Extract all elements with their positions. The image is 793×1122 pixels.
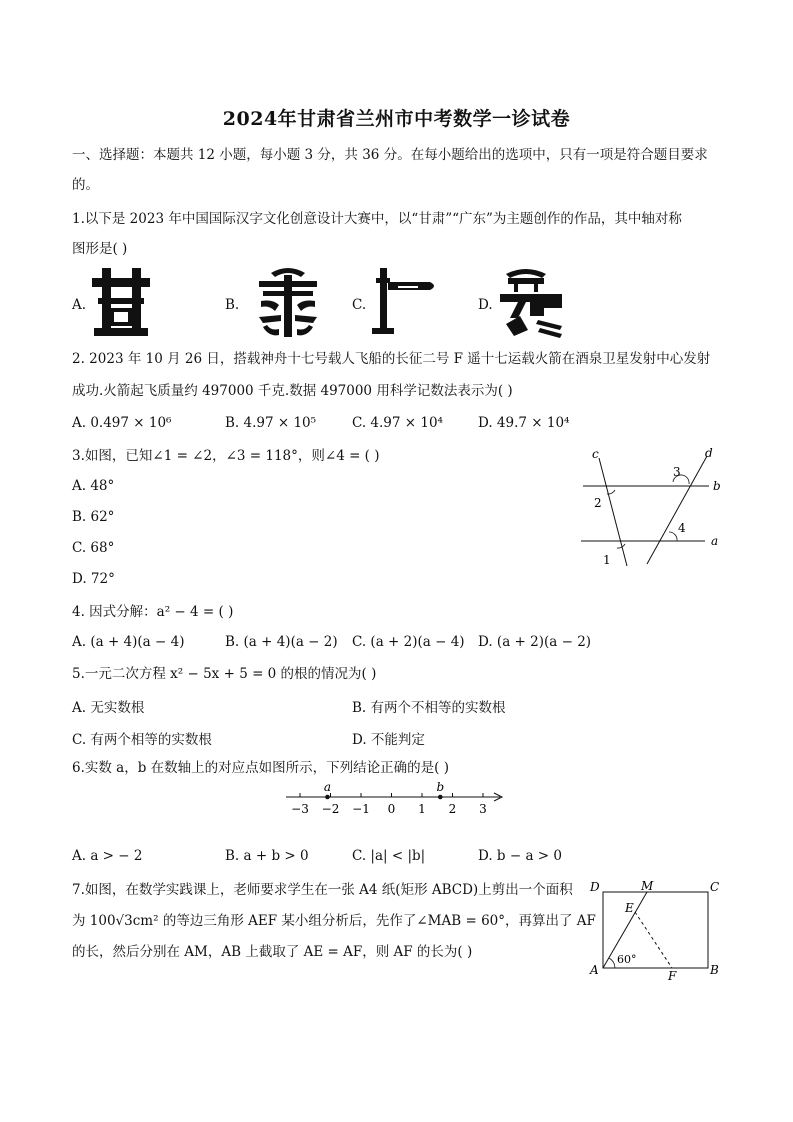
q4-option-d: D. (a + 2)(a − 2) — [478, 634, 592, 650]
gansu-gan-logo-image — [88, 268, 154, 338]
section-instructions-line1: 一、选择题：本题共 12 小题，每小题 3 分，共 36 分。在每小题给出的选项中，只有一项是符合题目要求 — [72, 147, 708, 163]
q3-option-d: D. 72° — [72, 571, 115, 587]
q2-option-b: B. 4.97 × 10⁵ — [225, 415, 317, 431]
q4-option-c: C. (a + 2)(a − 4) — [352, 634, 465, 650]
label-angle-3: 3 — [673, 465, 681, 479]
q2-stem-line2: 成功.火箭起飞质量约 497000 千克.数据 497000 用科学记数法表示为( ) — [72, 383, 513, 399]
point-b-dot — [438, 795, 443, 800]
number-line-tick-label: 3 — [479, 802, 487, 816]
label-C: C — [710, 880, 720, 894]
q1-option-b: B. — [225, 297, 240, 313]
q7-stem-line3: 的长，然后分别在 AM，AB 上截取了 AE = AF，则 AF 的长为( ) — [72, 944, 473, 960]
q3-parallel-lines-figure — [575, 440, 725, 572]
q2-option-a: A. 0.497 × 10⁶ — [72, 415, 172, 431]
label-M: M — [641, 879, 654, 893]
q1-stem-line1: 1.以下是 2023 年中国国际汉字文化创意设计大赛中，以“甘肃”“广东”为主题创作的作品，其中轴对称 — [72, 211, 682, 227]
q5-option-d: D. 不能判定 — [352, 732, 425, 748]
q6-option-d: D. b − a > 0 — [478, 848, 562, 864]
q3-option-a: A. 48° — [72, 478, 115, 494]
q4-stem: 4. 因式分解：a² − 4 = ( ) — [72, 604, 234, 620]
number-line-tick-label: 1 — [418, 802, 426, 816]
q1-option-d: D. — [478, 297, 493, 313]
q3-option-b: B. 62° — [72, 509, 115, 525]
label-angle-60: 60° — [617, 953, 637, 966]
q2-option-c: C. 4.97 × 10⁴ — [352, 415, 443, 431]
q6-number-line-figure — [282, 778, 507, 818]
guangdong-guang-logo-image — [372, 268, 442, 338]
number-line-tick-label: 0 — [387, 802, 396, 816]
q1-option-c: C. — [352, 297, 367, 313]
q6-option-b: B. a + b > 0 — [225, 848, 309, 864]
page-title: 2024年甘肃省兰州市中考数学一诊试卷 — [222, 108, 571, 130]
q5-stem: 5.一元二次方程 x² − 5x + 5 = 0 的根的情况为( ) — [72, 666, 377, 682]
label-angle-1: 1 — [603, 553, 611, 567]
section-instructions-line2: 的。 — [72, 177, 99, 193]
q1-stem-line2: 图形是( ) — [72, 241, 128, 257]
label-E: E — [625, 901, 634, 915]
number-line-tick-label: −2 — [321, 802, 340, 816]
guangdong-dong-logo-image — [496, 266, 566, 338]
angle-60-arc — [609, 958, 615, 968]
point-b-label: b — [436, 780, 445, 794]
q4-option-a: A. (a + 4)(a − 4) — [72, 634, 185, 650]
q2-option-d: D. 49.7 × 10⁴ — [478, 415, 570, 431]
label-angle-2: 2 — [594, 496, 602, 510]
label-a: a — [711, 534, 719, 548]
q7-stem-line1: 7.如图，在数学实践课上，老师要求学生在一张 A4 纸(矩形 ABCD)上剪出一个面积 — [72, 882, 573, 898]
q6-option-a: A. a > − 2 — [72, 848, 143, 864]
line-c — [599, 458, 627, 566]
label-d: d — [705, 446, 713, 460]
label-F: F — [668, 969, 677, 983]
q5-option-a: A. 无实数根 — [72, 700, 145, 716]
label-B: B — [710, 963, 719, 977]
q6-stem: 6.实数 a，b 在数轴上的对应点如图所示，下列结论正确的是( ) — [72, 760, 449, 776]
q3-stem: 3.如图，已知∠1 = ∠2，∠3 = 118°，则∠4 = ( ) — [72, 448, 380, 464]
q4-option-b: B. (a + 4)(a − 2) — [225, 634, 338, 650]
label-A: A — [590, 963, 599, 977]
label-c: c — [592, 447, 599, 461]
label-angle-4: 4 — [678, 521, 686, 535]
number-line-tick-label: −1 — [352, 802, 370, 816]
point-a-dot — [325, 795, 330, 800]
q2-stem-line1: 2. 2023 年 10 月 26 日，搭载神舟十七号载人飞船的长征二号 F 遥十七运载火箭在酒泉卫星发射中心发射 — [72, 351, 711, 367]
angle-4-arc — [669, 532, 677, 541]
label-b: b — [713, 479, 721, 493]
number-line-tick-label: −3 — [291, 802, 309, 816]
q7-rectangle-figure — [586, 876, 726, 986]
point-a-label: a — [323, 780, 332, 794]
q1-option-a: A. — [72, 297, 87, 313]
q5-option-c: C. 有两个相等的实数根 — [72, 732, 212, 748]
gansu-su-logo-image — [253, 265, 323, 339]
q5-option-b: B. 有两个不相等的实数根 — [352, 700, 506, 716]
q3-option-c: C. 68° — [72, 540, 115, 556]
line-ef-dashed — [635, 912, 672, 968]
label-D: D — [590, 880, 600, 894]
q7-stem-line2: 为 100√3cm² 的等边三角形 AEF 某小组分析后，先作了∠MAB = 60°，再算出了 AF — [72, 913, 596, 929]
number-line-tick-label: 2 — [448, 802, 457, 816]
q6-option-c: C. |a| < |b| — [352, 848, 426, 864]
